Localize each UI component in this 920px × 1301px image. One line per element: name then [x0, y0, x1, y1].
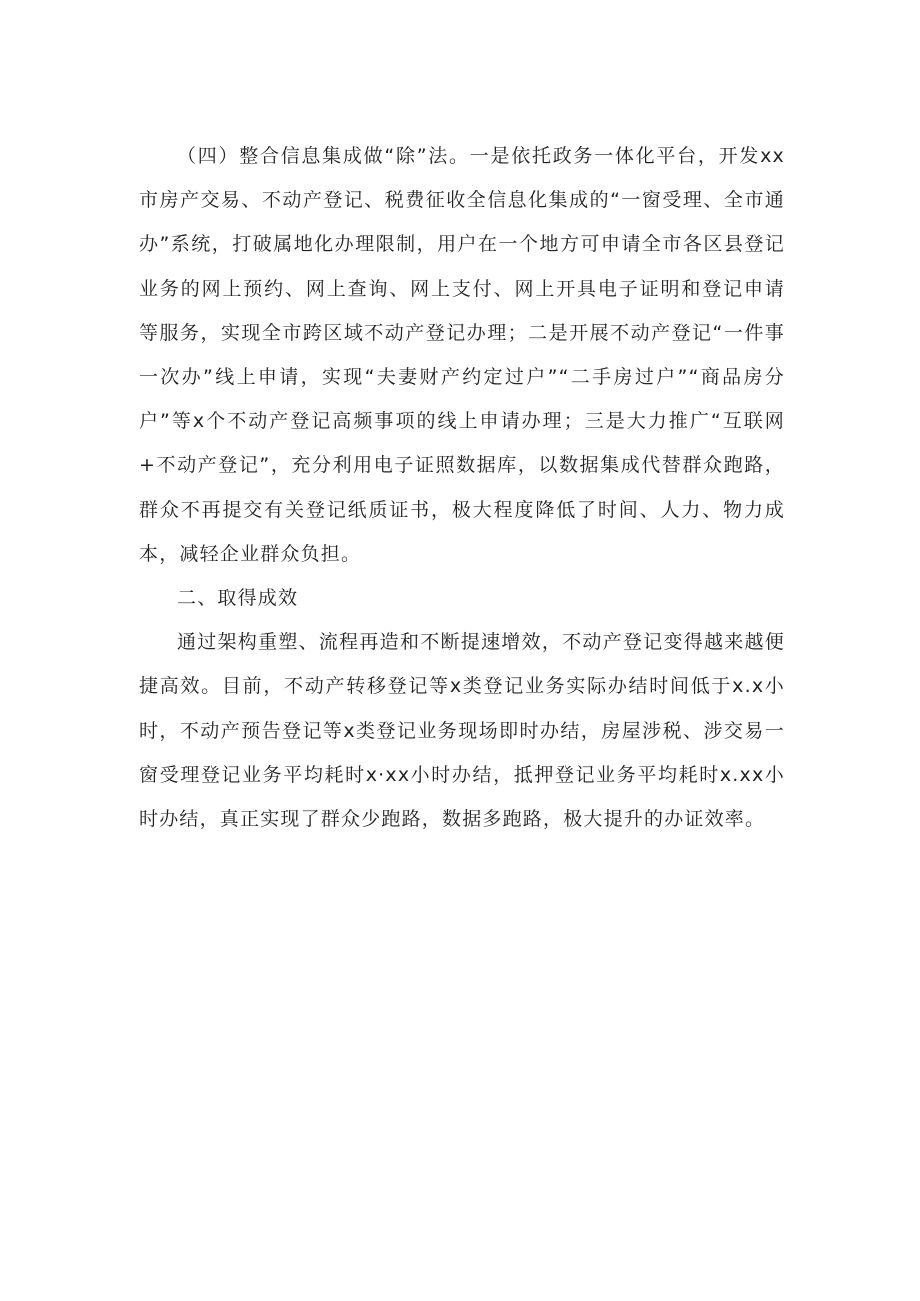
document-body	[139, 134, 785, 841]
paragraph-results: 通过架构重塑、流程再造和不断提速增效，不动产登记变得越来越便捷高效。目前，不动产转移登记等x类登记业务实际办结时间低于x.x小时，不动产预告登记等x类登记业务现场即时办结，房屋涉税、涉交易一窗受理登记业务平均耗时x·xx小时办结，抵押登记业务平均耗时x.xx小时办结，真正实现了群众少跑路，数据多跑路，极大提升的办证效率。	[139, 631, 785, 831]
paragraph-integration-measures: （四）整合信息集成做“除”法。一是依托政务一体化平台，开发xx市房产交易、不动产登记、税费征收全信息化集成的“一窗受理、全市通办”系统，打破属地化办理限制，用户在一个地方可申请全市各区县登记业务的网上预约、网上查询、网上支付、网上开具电子证明和登记申请等服务，实现全市跨区域不动产登记办理；二是开展不动产登记“一件事一次办”线上申请，实现“夫妻财产约定过户”“二手房过户”“商品房分户”等x个不动产登记高频事项的线上申请办理；三是大力推广“互联网+不动产登记”，充分利用电子证照数据库，以数据集成代替群众跑路，群众不再提交有关登记纸质证书，极大程度降低了时间、人力、物力成本，减轻企业群众负担。	[139, 145, 785, 565]
section-heading-results: 二、取得成效	[177, 587, 299, 610]
